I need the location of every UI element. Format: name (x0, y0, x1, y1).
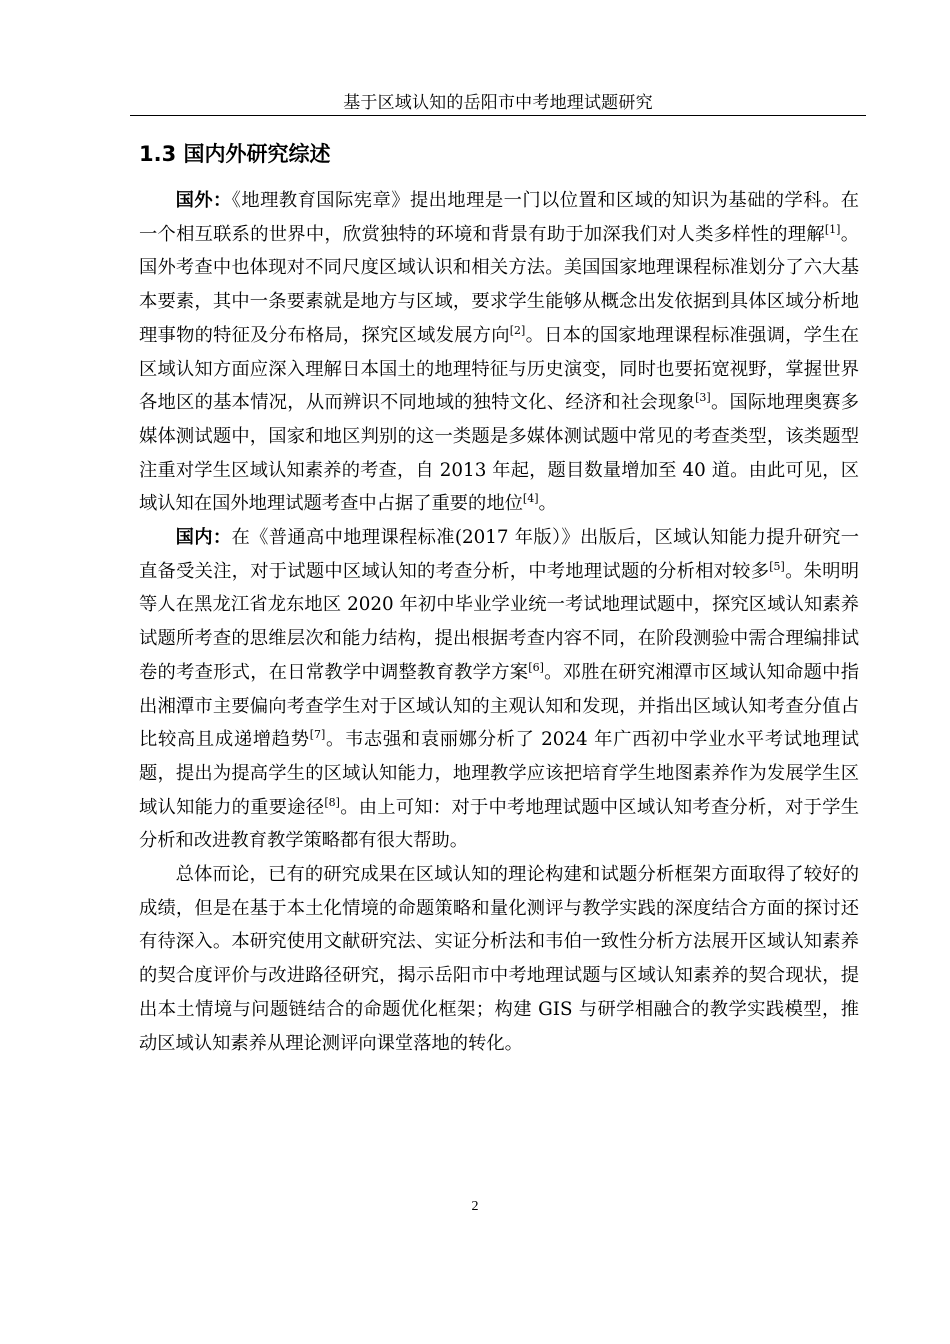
citation-ref: [6] (528, 660, 544, 674)
citation-ref: [3] (695, 391, 711, 405)
citation-ref: [5] (769, 559, 785, 573)
paragraph-text: 。韦志强和袁丽娜分析了 2024 年广西初中学业水平考试地理试题，提出为提高学生的区域认知能力，地理教学应该把培育学生地图素养作为发展学生区域认知能力的重要途径 (139, 729, 859, 818)
page-number: 2 (471, 1199, 479, 1214)
paragraph-text: 总体而论，已有的研究成果在区域认知的理论构建和试题分析框架方面取得了较好的成绩，但是在基于本土化情境的命题策略和量化测评与教学实践的深度结合方面的探讨还有待深入。本研究使用文献研究法、实证分析法和韦伯一致性分析方法展开区域认知素养的契合度评价与改进路径研究，揭示岳阳市中考地理试题与区域认知素养的契合现状，提出本土情境与问题链结合的命题优化框架；构建 GIS 与研学相融合的教学实践模型，推动区域认知素养从理论测评向课堂落地的转化。 (139, 864, 859, 1054)
paragraph-text: 在《普通高中地理课程标准(2017 年版）》出版后，区域认知能力提升研究一直备受关注，对于试题中区域认知的考查分析，中考地理试题的分析相对较多 (139, 527, 860, 582)
paragraph-text: 。国际地理奥赛多媒体测试题中，国家和地区判别的这一类题是多媒体测试题中常见的考查类型，该类题型注重对学生区域认知素养的考查，自 2013 年起，题目数量增加至 40 道。由此可见，区域认知在国外地理试题考查中占据了重要的地位 (139, 392, 859, 515)
citation-ref: [4] (522, 492, 539, 506)
paragraph-text: 。由上可知：对于中考地理试题中区域认知考查分析，对于学生分析和改进教育教学策略都有很大帮助。 (139, 796, 860, 852)
paragraph-text: 。日本的国家地理课程标准强调，学生在区域认知方面应深入理解日本国土的地理特征与历史演变，同时也要拓宽视野，掌握世界各地区的基本情况，从而辨识不同地域的独特文化、经济和社会现象 (139, 324, 860, 414)
citation-ref: [2] (509, 323, 526, 337)
section-title: 1.3 国内外研究综述 (139, 142, 331, 166)
paragraph-text: 《地理教育国际宪章》提出地理是一门以位置和区域的知识为基础的学科。在一个相互联系的世界中，欣赏独特的环境和背景有助于加深我们对人类多样性的理解 (139, 190, 860, 245)
citation-ref: [1] (824, 222, 841, 236)
paragraph-lead: 国内： (175, 527, 232, 549)
paragraph-text: 。国外考查中也体现对不同尺度区域认识和相关方法。美国国家地理课程标准划分了六大基本要素，其中一条要素就是地方与区域，要求学生能够从概念出发依据到具体区域分析地理事物的特征及分布格局，探究区域发展方向 (139, 223, 860, 346)
paragraph (139, 521, 859, 858)
paragraph-text: 。朱明明等人在黑龙江省龙东地区 2020 年初中毕业学业统一考试地理试题中，探究区域认知素养试题所考查的思维层次和能力结构，提出根据考查内容不同，在阶段测验中需合理编排试卷的考查形式，在日常教学中调整教育教学方案 (139, 560, 860, 683)
citation-ref: [8] (324, 795, 340, 809)
header-rule (130, 115, 866, 116)
body-text (139, 184, 859, 1060)
paragraph (139, 858, 859, 1060)
paragraph-lead: 国外： (175, 190, 232, 211)
paragraph (139, 184, 859, 521)
paragraph-text: 。 (538, 493, 557, 515)
citation-ref: [7] (309, 728, 326, 742)
paragraph-text: 。邓胜在研究湘潭市区域认知命题中指出湘潭市主要偏向考查学生对于区域认知的主观认知和发现，并指出区域认知考查分值占比较高且成递增趋势 (139, 661, 860, 751)
running-header: 基于区域认知的岳阳市中考地理试题研究 (343, 93, 653, 113)
